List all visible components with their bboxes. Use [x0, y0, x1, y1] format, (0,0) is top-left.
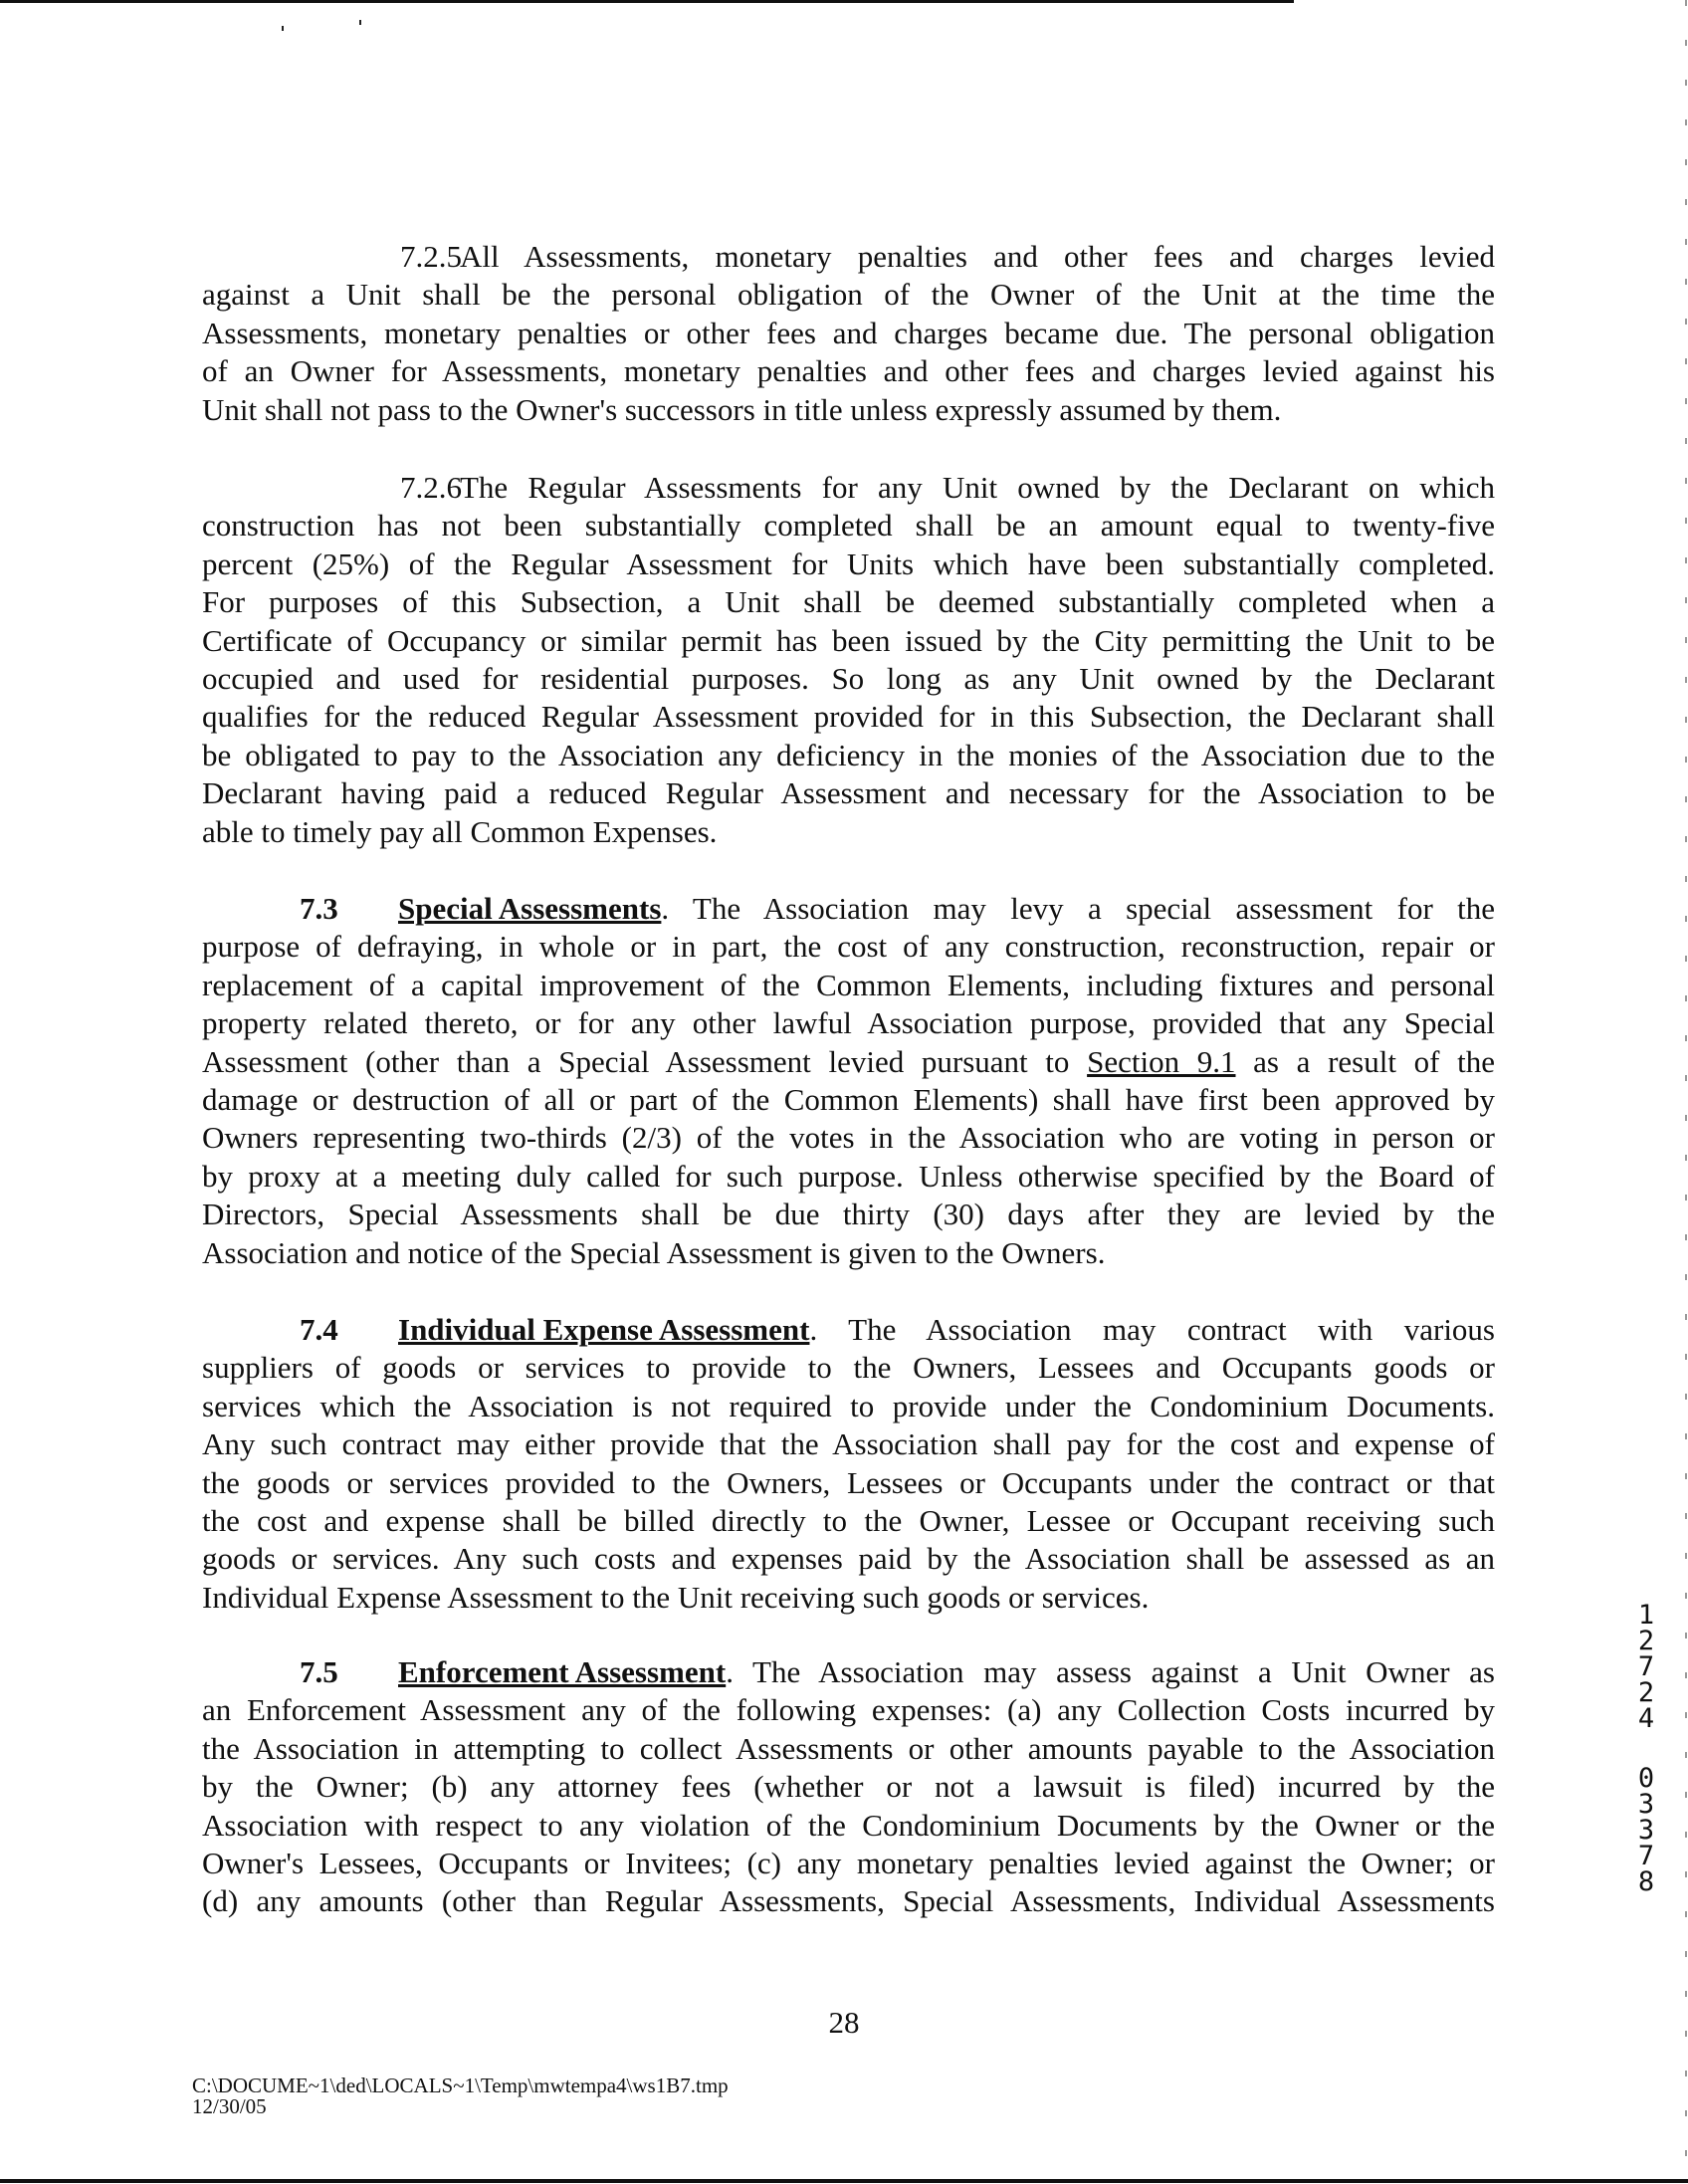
- paragraph-text: . The Association may levy a special assessment for the: [661, 891, 1495, 926]
- scan-right-edge: [1685, 0, 1687, 2184]
- paragraph-first-line: [202, 469, 1495, 507]
- recording-number-stamp: [1632, 1600, 1660, 1897]
- stamp-digit: 7: [1637, 1651, 1655, 1682]
- paragraph-text: . The Association may assess against a Unit Owner as: [726, 1654, 1495, 1689]
- paragraph-text: All Assessments, monetary penalties and other fees and charges levied: [460, 239, 1495, 274]
- paragraph-line: Directors, Special Assessments shall be due thirty (30) days after they are levied by the: [202, 1197, 1495, 1232]
- paragraph-line: For purposes of this Subsection, a Unit shall be deemed substantially completed when a: [202, 584, 1495, 620]
- line-segment: as a result of the: [1235, 1043, 1495, 1079]
- paragraph-first-line: [202, 890, 1495, 928]
- stamp-digit: 7: [1637, 1841, 1655, 1871]
- paragraph-line: services which the Association is not required to provide under the Condominium Documents.: [202, 1388, 1495, 1423]
- section-number: 7.5: [300, 1654, 338, 1689]
- paragraph-line: an Enforcement Assessment any of the following expenses: (a) any Collection Costs incurred by: [202, 1692, 1495, 1728]
- paragraph-line: Association and notice of the Special Assessment is given to the Owners.: [202, 1234, 1106, 1270]
- line-segment: Assessment (other than a Special Assessment levied pursuant to: [202, 1043, 1088, 1079]
- footer-file-path: C:\DOCUME~1\ded\LOCALS~1\Temp\mwtempa4\ws1B7.tmp: [192, 2074, 729, 2097]
- stamp-digit: 0: [1637, 1763, 1655, 1794]
- paragraph-line: [202, 1043, 1495, 1081]
- stamp-digit: 3: [1637, 1815, 1655, 1846]
- paragraph-7-2-5: [202, 238, 1495, 429]
- paragraph-line: suppliers of goods or services to provide to the Owners, Lessees and Occupants goods or: [202, 1350, 1495, 1386]
- scan-top-border: [0, 0, 1294, 3]
- paragraph-line: of an Owner for Assessments, monetary penalties and other fees and charges levied against his: [202, 353, 1495, 389]
- scan-speck: [359, 20, 361, 25]
- stamp-digit: 2: [1637, 1677, 1655, 1708]
- paragraph-line: Any such contract may either provide that the Association shall pay for the cost and expense of: [202, 1426, 1495, 1462]
- stamp-digit: 2: [1637, 1626, 1655, 1656]
- stamp-digit: 8: [1637, 1866, 1655, 1897]
- paragraph-7-4: [202, 1311, 1495, 1617]
- paragraph-line: the goods or services provided to the Owners, Lessees or Occupants under the contract or that: [202, 1464, 1495, 1500]
- section-number: 7.3: [300, 891, 338, 926]
- paragraph-line: replacement of a capital improvement of the Common Elements, including fixtures and personal: [202, 967, 1495, 1002]
- paragraph-line: be obligated to pay to the Association any deficiency in the monies of the Association due to the: [202, 737, 1495, 772]
- paragraph-line: Unit shall not pass to the Owner's successors in title unless expressly assumed by them.: [202, 391, 1282, 427]
- paragraph-line: by proxy at a meeting duly called for such purpose. Unless otherwise specified by the Board of: [202, 1158, 1495, 1194]
- section-heading: Individual Expense Assessment: [398, 1312, 810, 1347]
- stamp-digit: 4: [1637, 1703, 1655, 1734]
- paragraph-line: Assessments, monetary penalties or other fees and charges became due. The personal obligation: [202, 315, 1495, 350]
- paragraph-line: against a Unit shall be the personal obligation of the Owner of the Unit at the time the: [202, 277, 1495, 313]
- paragraph-line: goods or services. Any such costs and expenses paid by the Association shall be assessed as an: [202, 1541, 1495, 1577]
- section-number: 7.2.5: [400, 239, 462, 274]
- paragraph-line: Declarant having paid a reduced Regular Assessment and necessary for the Association to be: [202, 775, 1495, 811]
- scan-bottom-border: [0, 2179, 1688, 2183]
- paragraph-line: the Association in attempting to collect Assessments or other amounts payable to the Association: [202, 1730, 1495, 1766]
- section-heading: Special Assessments: [398, 891, 662, 926]
- paragraph-text: . The Association may contract with various: [809, 1312, 1495, 1347]
- paragraph-line: the cost and expense shall be billed directly to the Owner, Lessee or Occupant receiving such: [202, 1502, 1495, 1538]
- paragraph-line: damage or destruction of all or part of the Common Elements) shall have first been approved by: [202, 1081, 1495, 1117]
- paragraph-line: percent (25%) of the Regular Assessment for Units which have been substantially completed.: [202, 546, 1495, 581]
- paragraph-line: qualifies for the reduced Regular Assessment provided for in this Subsection, the Declarant shall: [202, 699, 1495, 735]
- paragraph-line: Certificate of Occupancy or similar permit has been issued by the City permitting the Unit to be: [202, 622, 1495, 658]
- section-number: 7.2.6: [400, 470, 462, 505]
- paragraph-7-3: [202, 890, 1495, 1272]
- paragraph-first-line: [202, 238, 1495, 276]
- paragraph-line: purpose of defraying, in whole or in part, the cost of any construction, reconstruction, repair or: [202, 929, 1495, 965]
- paragraph-first-line: [202, 1653, 1495, 1691]
- scan-speck: [282, 26, 284, 31]
- paragraph-line: property related thereto, or for any other lawful Association purpose, provided that any Special: [202, 1005, 1495, 1041]
- paragraph-line: by the Owner; (b) any attorney fees (whether or not a lawsuit is filed) incurred by the: [202, 1769, 1495, 1805]
- paragraph-line: occupied and used for residential purposes. So long as any Unit owned by the Declarant: [202, 660, 1495, 696]
- paragraph-7-5: [202, 1653, 1495, 1921]
- paragraph-line: Owners representing two-thirds (2/3) of the votes in the Association who are voting in person or: [202, 1120, 1495, 1156]
- section-reference: Section 9.1: [1087, 1043, 1236, 1079]
- section-number: 7.4: [300, 1312, 338, 1347]
- paragraph-line: Association with respect to any violation of the Condominium Documents by the Owner or the: [202, 1807, 1495, 1843]
- footer-date: 12/30/05: [192, 2094, 267, 2118]
- stamp-digit: 1: [1637, 1600, 1655, 1631]
- section-heading: Enforcement Assessment: [398, 1654, 727, 1689]
- paragraph-first-line: [202, 1311, 1495, 1349]
- paragraph-7-2-6: [202, 469, 1495, 851]
- paragraph-text: The Regular Assessments for any Unit owned by the Declarant on which: [460, 470, 1495, 505]
- paragraph-line: Owner's Lessees, Occupants or Invitees; (c) any monetary penalties levied against the Owner; or: [202, 1845, 1495, 1880]
- document-footer: [192, 2075, 729, 2117]
- stamp-digit: 3: [1637, 1789, 1655, 1820]
- paragraph-line: able to timely pay all Common Expenses.: [202, 813, 718, 849]
- paragraph-line: construction has not been substantially completed shall be an amount equal to twenty-five: [202, 508, 1495, 544]
- page-number: 28: [828, 2005, 860, 2040]
- paragraph-line: Individual Expense Assessment to the Unit receiving such goods or services.: [202, 1579, 1150, 1615]
- paragraph-line: (d) any amounts (other than Regular Assessments, Special Assessments, Individual Assessments: [202, 1883, 1495, 1919]
